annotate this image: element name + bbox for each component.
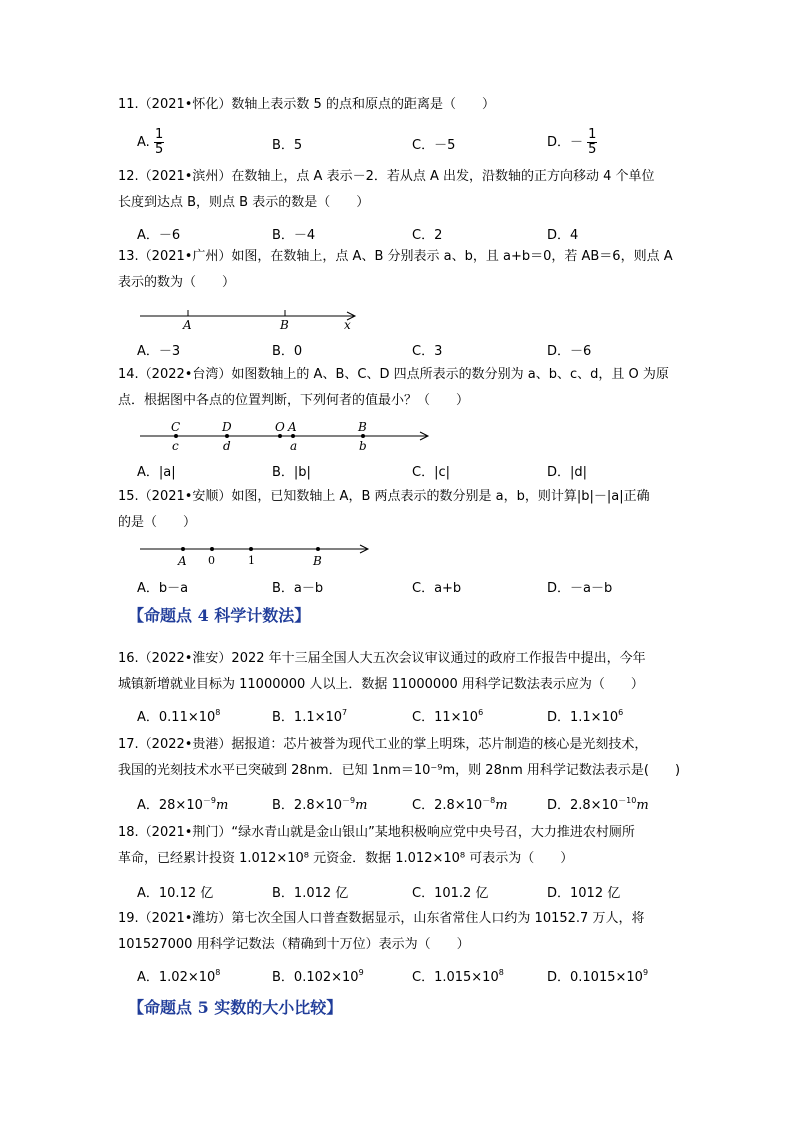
option-b: B．0 xyxy=(272,344,303,359)
label-b: B xyxy=(313,554,322,568)
question-19-stem-line-2: 101527000 用科学记数法（精确到十万位）表示为（ ） xyxy=(118,937,470,952)
label-d-lower: d xyxy=(223,439,231,453)
question-12 xyxy=(118,164,678,216)
label-a-lower: a xyxy=(290,439,298,453)
fraction-denominator: 5 xyxy=(154,142,164,157)
option-d xyxy=(547,966,648,985)
option-b: B．5 xyxy=(272,138,303,153)
option-base: D．2.8×10 xyxy=(547,798,619,813)
exponent: 7 xyxy=(342,708,348,717)
fraction-numerator: 1 xyxy=(588,127,597,142)
option-label: D．－ xyxy=(547,135,584,150)
label-b-lower: b xyxy=(359,439,367,453)
question-17-options xyxy=(137,794,697,818)
label-a: A xyxy=(178,554,187,568)
option-a: A．|a| xyxy=(137,465,176,480)
point-zero xyxy=(210,547,214,551)
question-19 xyxy=(118,906,678,958)
number-line-figure-15 xyxy=(130,538,380,572)
option-a: A．－6 xyxy=(137,228,181,243)
option-c xyxy=(412,706,483,725)
question-19-stem-line-1: 19.（2021•潍坊）第七次全国人口普查数据显示，山东省常住人口约为 10152.7 万人，将 xyxy=(118,911,645,926)
question-13-stem-line-1: 13.（2021•广州）如图，在数轴上，点 A、B 分别表示 a、b，且 a+b＝0，若 AB＝6，则点 A xyxy=(118,249,673,264)
question-15-stem-line-2: 的是（ ） xyxy=(118,515,197,530)
question-12-stem-line-1: 12.（2021•滨州）在数轴上，点 A 表示－2．若从点 A 出发，沿数轴的正方向移动 4 个单位 xyxy=(118,169,655,184)
point-a xyxy=(181,547,185,551)
question-14-options xyxy=(137,461,697,485)
option-b: B．－4 xyxy=(272,228,316,243)
option-c: C．|c| xyxy=(412,465,450,480)
label-b: B xyxy=(280,318,289,332)
question-14-stem-line-1: 14.（2022•台湾）如图数轴上的 A、B、C、D 四点所表示的数分别为 a、b、c、d，且 O 为原 xyxy=(118,367,669,382)
question-12-stem-line-2: 长度到达点 B，则点 B 表示的数是（ ） xyxy=(118,195,370,210)
fraction xyxy=(587,128,597,157)
label-o: O xyxy=(275,420,285,434)
exponent: －10 xyxy=(618,796,637,805)
option-a xyxy=(137,966,220,985)
label-a: A xyxy=(183,318,192,332)
exponent: 8 xyxy=(215,968,221,977)
option-c: C．2 xyxy=(412,228,443,243)
option-base: A．28×10 xyxy=(137,798,203,813)
option-label: A. xyxy=(137,135,150,150)
question-17-stem-line-1: 17.（2022•贵港）据报道：芯片被誉为现代工业的掌上明珠，芯片制造的核心是光刻技术， xyxy=(118,737,648,752)
exponent: 6 xyxy=(478,708,484,717)
label-b-upper: B xyxy=(358,420,367,434)
question-16-stem-line-1: 16.（2022•淮安）2022 年十三届全国人大五次会议审议通过的政府工作报告中提出，今年 xyxy=(118,651,646,666)
question-18-stem-line-2: 革命，已经累计投资 1.012×10⁸ 元资金．数据 1.012×10⁸ 可表示为（ ） xyxy=(118,851,574,866)
option-c: C．－5 xyxy=(412,138,456,153)
label-x: x xyxy=(344,318,351,332)
fraction-numerator: 1 xyxy=(154,127,164,142)
question-11-stem: 11.（2021•怀化）数轴上表示数 5 的点和原点的距离是（ ） xyxy=(118,97,495,112)
question-13 xyxy=(118,244,678,296)
fraction xyxy=(154,128,164,157)
fraction-denominator: 5 xyxy=(588,142,597,157)
option-c xyxy=(412,794,508,813)
option-base: B．0.102×10 xyxy=(272,970,359,985)
question-15-options xyxy=(137,577,697,601)
question-16-stem-line-2: 城镇新增就业目标为 11000000 人以上．数据 11000000 用科学记数法表示应为（ ） xyxy=(118,677,644,692)
section-heading-4: 【命题点 4 科学计数法】 xyxy=(128,606,311,625)
unit: m xyxy=(495,798,508,813)
option-base: C．11×10 xyxy=(412,710,479,725)
label-a-upper: A xyxy=(288,420,297,434)
option-a xyxy=(137,128,164,157)
point-a xyxy=(291,434,295,438)
label-d-upper: D xyxy=(222,420,232,434)
label-c-lower: c xyxy=(172,439,179,453)
option-d: D．1012 亿 xyxy=(547,886,621,901)
question-15-stem-line-1: 15.（2021•安顺）如图，已知数轴上 A，B 两点表示的数分别是 a，b，则计算|b|－|a|正确 xyxy=(118,489,650,504)
question-11-options xyxy=(137,127,697,157)
option-c: C．3 xyxy=(412,344,443,359)
question-17-stem-line-2: 我国的光刻技术水平已突破到 28nm．已知 1nm＝10⁻⁹m，则 28nm 用科学记数法表示是( ) xyxy=(118,763,681,778)
option-c: C．a+b xyxy=(412,581,462,596)
label-one: 1 xyxy=(248,554,255,567)
option-b xyxy=(272,706,347,725)
option-base: C．2.8×10 xyxy=(412,798,483,813)
question-11 xyxy=(118,92,678,118)
question-15 xyxy=(118,484,678,536)
label-c-upper: C xyxy=(171,420,181,434)
number-line-figure-14 xyxy=(130,418,440,458)
question-19-options xyxy=(137,966,697,990)
option-b xyxy=(272,794,367,813)
option-base: B．2.8×10 xyxy=(272,798,343,813)
option-c xyxy=(412,966,504,985)
question-14-stem-line-2: 点．根据图中各点的位置判断，下列何者的值最小？（ ） xyxy=(118,393,470,408)
option-base: A．1.02×10 xyxy=(137,970,216,985)
exponent: －9 xyxy=(202,796,216,805)
question-13-options xyxy=(137,340,697,364)
option-a: A．b－a xyxy=(137,581,189,596)
exponent: －9 xyxy=(342,796,356,805)
option-d: D．4 xyxy=(547,228,579,243)
point-o xyxy=(278,434,282,438)
point-d xyxy=(225,434,229,438)
option-b xyxy=(272,966,364,985)
option-base: D．1.1×10 xyxy=(547,710,619,725)
option-a xyxy=(137,794,228,813)
point-b xyxy=(361,434,365,438)
option-b: B．|b| xyxy=(272,465,311,480)
question-18-options xyxy=(137,882,697,906)
option-d: D．－6 xyxy=(547,344,592,359)
option-d: D．|d| xyxy=(547,465,588,480)
question-18 xyxy=(118,820,678,872)
question-16-options xyxy=(137,706,697,730)
section-heading-5: 【命题点 5 实数的大小比较】 xyxy=(128,998,343,1017)
unit: m xyxy=(215,798,229,813)
point-one xyxy=(249,547,253,551)
question-14 xyxy=(118,362,678,414)
option-base: D．0.1015×10 xyxy=(547,970,643,985)
exponent: －8 xyxy=(482,796,496,805)
option-d xyxy=(547,706,623,725)
option-c: C．101.2 亿 xyxy=(412,886,489,901)
question-16 xyxy=(118,646,678,698)
option-a: A．10.12 亿 xyxy=(137,886,214,901)
option-base: B．1.1×10 xyxy=(272,710,343,725)
exponent: 8 xyxy=(215,708,221,717)
option-b: B．a－b xyxy=(272,581,324,596)
question-17 xyxy=(118,732,681,784)
point-c xyxy=(174,434,178,438)
unit: m xyxy=(636,798,649,813)
option-a xyxy=(137,706,220,725)
option-d xyxy=(547,128,597,157)
option-base: C．1.015×10 xyxy=(412,970,499,985)
option-a: A．－3 xyxy=(137,344,181,359)
exponent: 6 xyxy=(618,708,624,717)
exponent: 9 xyxy=(358,968,364,977)
question-13-stem-line-2: 表示的数为（ ） xyxy=(118,275,236,290)
option-base: A．0.11×10 xyxy=(137,710,216,725)
option-b: B．1.012 亿 xyxy=(272,886,349,901)
exponent: 8 xyxy=(498,968,504,977)
option-d xyxy=(547,794,649,813)
option-d: D．－a－b xyxy=(547,581,613,596)
exponent: 9 xyxy=(642,968,649,977)
unit: m xyxy=(355,798,368,813)
point-b xyxy=(316,547,320,551)
question-18-stem-line-1: 18.（2021•荆门）“绿水青山就是金山银山”某地积极响应党中央号召，大力推进农村厕所 xyxy=(118,825,635,840)
label-zero: 0 xyxy=(208,554,215,567)
number-line-figure-13 xyxy=(130,300,370,336)
